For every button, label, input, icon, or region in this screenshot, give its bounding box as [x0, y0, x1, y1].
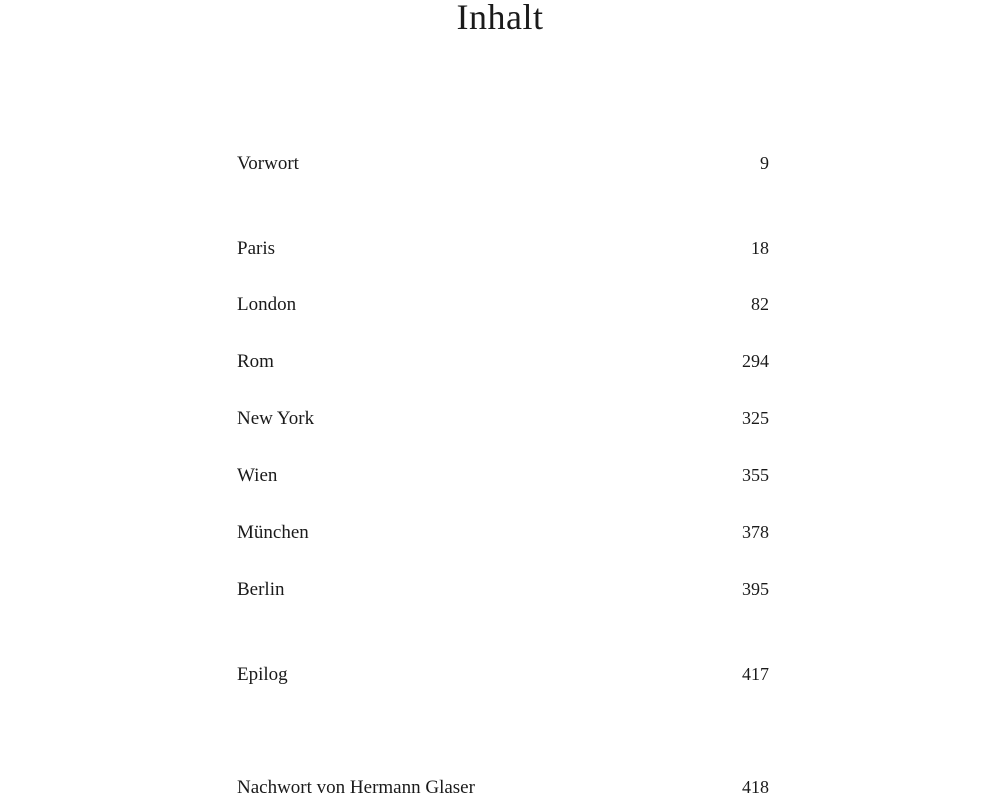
toc-entry-label: Paris: [237, 238, 275, 259]
toc-entry-label: Rom: [237, 351, 274, 372]
toc-entry-new-york: [237, 406, 769, 430]
toc-entry-page-number: 418: [742, 777, 769, 797]
toc-entry-label: Vorwort: [237, 153, 299, 174]
toc-entry-label: Epilog: [237, 664, 288, 685]
toc-entry-label: Nachwort von Hermann Glaser: [237, 777, 475, 798]
toc-entry-nachwort: [237, 775, 769, 799]
toc-entry-page-number: 395: [742, 579, 769, 599]
toc-entry-page-number: 82: [751, 294, 769, 314]
toc-entry-rom: [237, 349, 769, 373]
toc-entry-label: New York: [237, 408, 315, 429]
toc-entry-page-number: 18: [751, 238, 769, 258]
toc-entry-london: [237, 292, 769, 316]
page-title: Inhalt: [456, 0, 544, 37]
toc-entry-page-number: 417: [742, 664, 769, 684]
toc-entry-page-number: 325: [742, 408, 769, 428]
toc-entry-page-number: 355: [742, 465, 769, 485]
toc-entry-wien: [237, 463, 769, 487]
toc-entry-page-number: 9: [760, 153, 769, 173]
toc-entry-vorwort: [237, 151, 769, 175]
toc-entry-label: Berlin: [237, 579, 285, 600]
toc-entry-epilog: [237, 662, 769, 686]
toc-entry-berlin: [237, 577, 769, 601]
toc-entry-page-number: 294: [742, 351, 769, 371]
toc-entry-muenchen: [237, 520, 769, 544]
toc-entry-label: London: [237, 294, 297, 315]
toc-entry-label: München: [237, 522, 309, 543]
toc-entry-paris: [237, 236, 769, 260]
toc-entry-label: Wien: [237, 465, 278, 486]
toc-entry-page-number: 378: [742, 522, 769, 542]
